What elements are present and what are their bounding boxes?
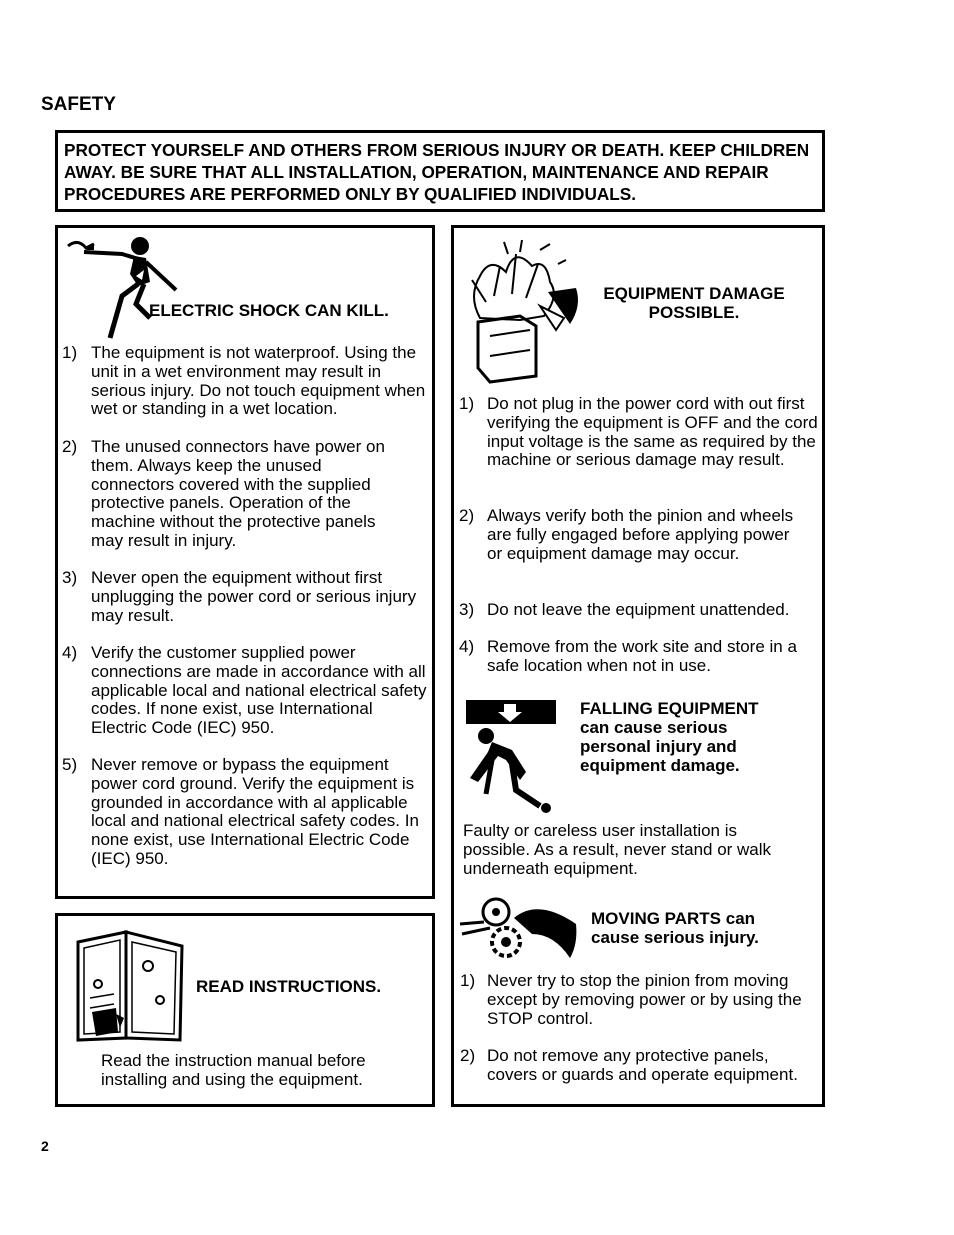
electric-shock-title: ELECTRIC SHOCK CAN KILL. [149,301,389,320]
moving-parts-icon [458,894,580,964]
read-instructions-text: Read the instruction manual before installing and using the equipment. [101,1051,366,1089]
electric-shock-section: ELECTRIC SHOCK CAN KILL. 1) The equipment is not waterproof. Using the unit in a wet environment may result in serious injury. Do not touch equipment when wet or standing in a wet location. 2) The unused connectors have power on them. Always keep the unused connectors covered with the supplied protective panels. Operation of the machine without the protective panels may result in injury. 3) Never open the equipment without first unplugging the power cord or serious injury may result. 4) Verify the customer supplied power connections are made in accordance with all applicable local and national electrical safety codes. If none exist, use International Electric Code (IEC) 950. 5) Never remove or bypass the equipment power cord ground. Verify the equipment is grounded in accordance with al applicable local and national electrical safety codes. In none exist, use International Electric Code (IEC) 950. [55,225,435,899]
falling-equipment-text: Faulty or careless user installation is possible. As a result, never stand or walk underneath equipment. [463,821,772,878]
warning-box [55,130,825,212]
equipment-safety-section: EQUIPMENT DAMAGE POSSIBLE. 1) Do not plug in the power cord with out first verifying the equipment is OFF and the cord input voltage is the same as required by the machine or serious damage may result. 2) Always verify both the pinion and wheels are fully engaged before applying power or equipment damage may occur. 3) Do not leave the equipment unattended. 4) Remove from the work site and store in a safe location when not in use. FALLING EQUIPMENT can cause serious personal injury and equipment damage. Faulty or careless user installation is possible. As a result, never stand or walk underneath equipment. MOVING PARTS can cause serious injury. 1) Never try to stop the pinion from moving except by removing power or by using the STOP control. 2) Do not remove any protective panels, covers or guards and operate equipment. [451,225,825,1107]
equipment-damage-icon [460,236,584,386]
page-number: 2 [41,1138,49,1154]
moving-parts-title: MOVING PARTS can cause serious injury. [591,909,759,947]
instruction-manual-icon [74,928,186,1044]
page-heading: SAFETY [41,94,116,115]
read-instructions-section [55,913,435,1107]
falling-equipment-title: FALLING EQUIPMENT can cause serious personal injury and equipment damage. [580,699,759,775]
equipment-damage-title: EQUIPMENT DAMAGE POSSIBLE. [603,284,785,322]
electric-shock-icon [64,234,184,342]
read-instructions-title: READ INSTRUCTIONS. [196,977,382,996]
warning-text: PROTECT YOURSELF AND OTHERS FROM SERIOUS INJURY OR DEATH. KEEP CHILDREN AWAY. BE SURE THAT ALL INSTALLATION, OPERATION, MAINTENANCE AND REPAIR PROCEDURES ARE PERFORMED ONLY BY QUALIFIED INDIVIDUALS. [64,140,810,204]
falling-equipment-icon [464,698,560,814]
